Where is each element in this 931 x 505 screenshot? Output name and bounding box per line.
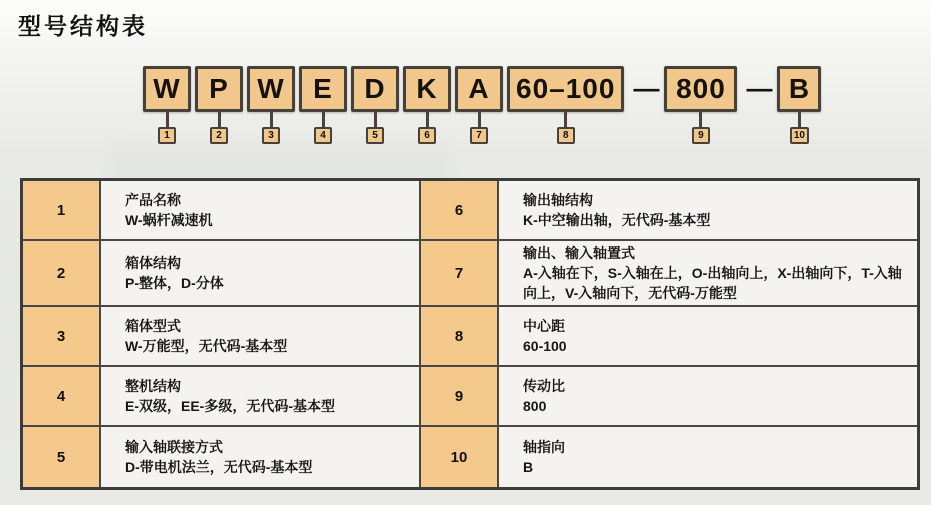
code-letter-box: K: [403, 66, 451, 112]
spec-table: [20, 178, 920, 490]
connector-line: [426, 112, 429, 127]
row-desc: K-中空输出轴，无代码-基本型: [523, 212, 711, 228]
code-number-tag: 7: [470, 127, 488, 144]
row-title: 输出轴结构: [523, 192, 593, 208]
row-desc: D-带电机法兰，无代码-基本型: [125, 459, 313, 475]
code-group-box: 60–100: [507, 66, 624, 112]
table-row: [499, 241, 917, 307]
row-number: 3: [23, 307, 101, 367]
code-letter-box: A: [455, 66, 503, 112]
row-title: 输出、输入轴置式: [523, 245, 635, 261]
code-number-tag: 6: [418, 127, 436, 144]
code-unit-2: [195, 66, 243, 144]
code-unit-3: [247, 66, 295, 144]
connector-line: [166, 112, 169, 127]
code-unit-5: [351, 66, 399, 144]
table-row: [499, 427, 917, 487]
row-desc: W-万能型，无代码-基本型: [125, 338, 288, 354]
row-title: 整机结构: [125, 378, 181, 394]
code-letter-box: E: [299, 66, 347, 112]
code-letter-box: D: [351, 66, 399, 112]
code-number-tag: 4: [314, 127, 332, 144]
code-separator-dash: —: [746, 73, 773, 103]
connector-line: [374, 112, 377, 127]
table-row: [101, 181, 421, 241]
table-row: [499, 181, 917, 241]
row-desc: P-整体，D-分体: [125, 275, 224, 291]
connector-line: [218, 112, 221, 127]
code-number-tag: 2: [210, 127, 228, 144]
table-row: [101, 307, 421, 367]
row-number: 1: [23, 181, 101, 241]
code-letter-box: W: [247, 66, 295, 112]
row-desc: W-蜗杆减速机: [125, 212, 213, 228]
connector-line: [270, 112, 273, 127]
row-desc: 800: [523, 398, 547, 414]
connector-line: [699, 112, 702, 127]
code-letter-box: P: [195, 66, 243, 112]
row-title: 轴指向: [523, 439, 565, 455]
row-number: 9: [421, 367, 499, 427]
code-number-tag: 5: [366, 127, 384, 144]
table-row: [499, 367, 917, 427]
row-number: 2: [23, 241, 101, 307]
row-number: 10: [421, 427, 499, 487]
row-title: 箱体型式: [125, 318, 181, 334]
table-row: [101, 427, 421, 487]
row-desc: A-入轴在下，S-入轴在上，O-出轴向上，X-出轴向下，T-入轴向上，V-入轴向下，无代码-万能型: [523, 265, 902, 301]
row-number: 4: [23, 367, 101, 427]
code-unit-1: [143, 66, 191, 144]
connector-line: [478, 112, 481, 127]
row-number: 5: [23, 427, 101, 487]
row-desc: B: [523, 459, 534, 475]
code-number-tag: 3: [262, 127, 280, 144]
code-unit-7: [455, 66, 503, 144]
table-row: [101, 241, 421, 307]
row-title: 产品名称: [125, 192, 181, 208]
model-code-row: [143, 66, 825, 144]
row-title: 传动比: [523, 378, 565, 394]
code-group-box: B: [777, 66, 821, 112]
row-title: 中心距: [523, 318, 565, 334]
table-row: [101, 367, 421, 427]
code-unit-8: [507, 66, 624, 144]
page-title: 型号结构表: [18, 13, 148, 39]
code-unit-9: [664, 66, 737, 144]
code-unit-6: [403, 66, 451, 144]
connector-line: [564, 112, 567, 127]
row-desc: E-双级，EE-多级，无代码-基本型: [125, 398, 335, 414]
code-unit-4: [299, 66, 347, 144]
code-number-tag: 8: [557, 127, 575, 144]
code-number-tag: 9: [692, 127, 710, 144]
code-unit-10: [777, 66, 821, 144]
code-letter-box: W: [143, 66, 191, 112]
row-desc: 60-100: [523, 338, 567, 354]
code-separator-dash: —: [633, 73, 660, 103]
row-number: 8: [421, 307, 499, 367]
code-group-box: 800: [664, 66, 737, 112]
row-number: 7: [421, 241, 499, 307]
connector-line: [798, 112, 801, 127]
row-number: 6: [421, 181, 499, 241]
row-title: 输入轴联接方式: [125, 439, 223, 455]
code-number-tag: 1: [158, 127, 176, 144]
table-row: [499, 307, 917, 367]
code-number-tag: 10: [790, 127, 809, 144]
row-title: 箱体结构: [125, 255, 181, 271]
connector-line: [322, 112, 325, 127]
